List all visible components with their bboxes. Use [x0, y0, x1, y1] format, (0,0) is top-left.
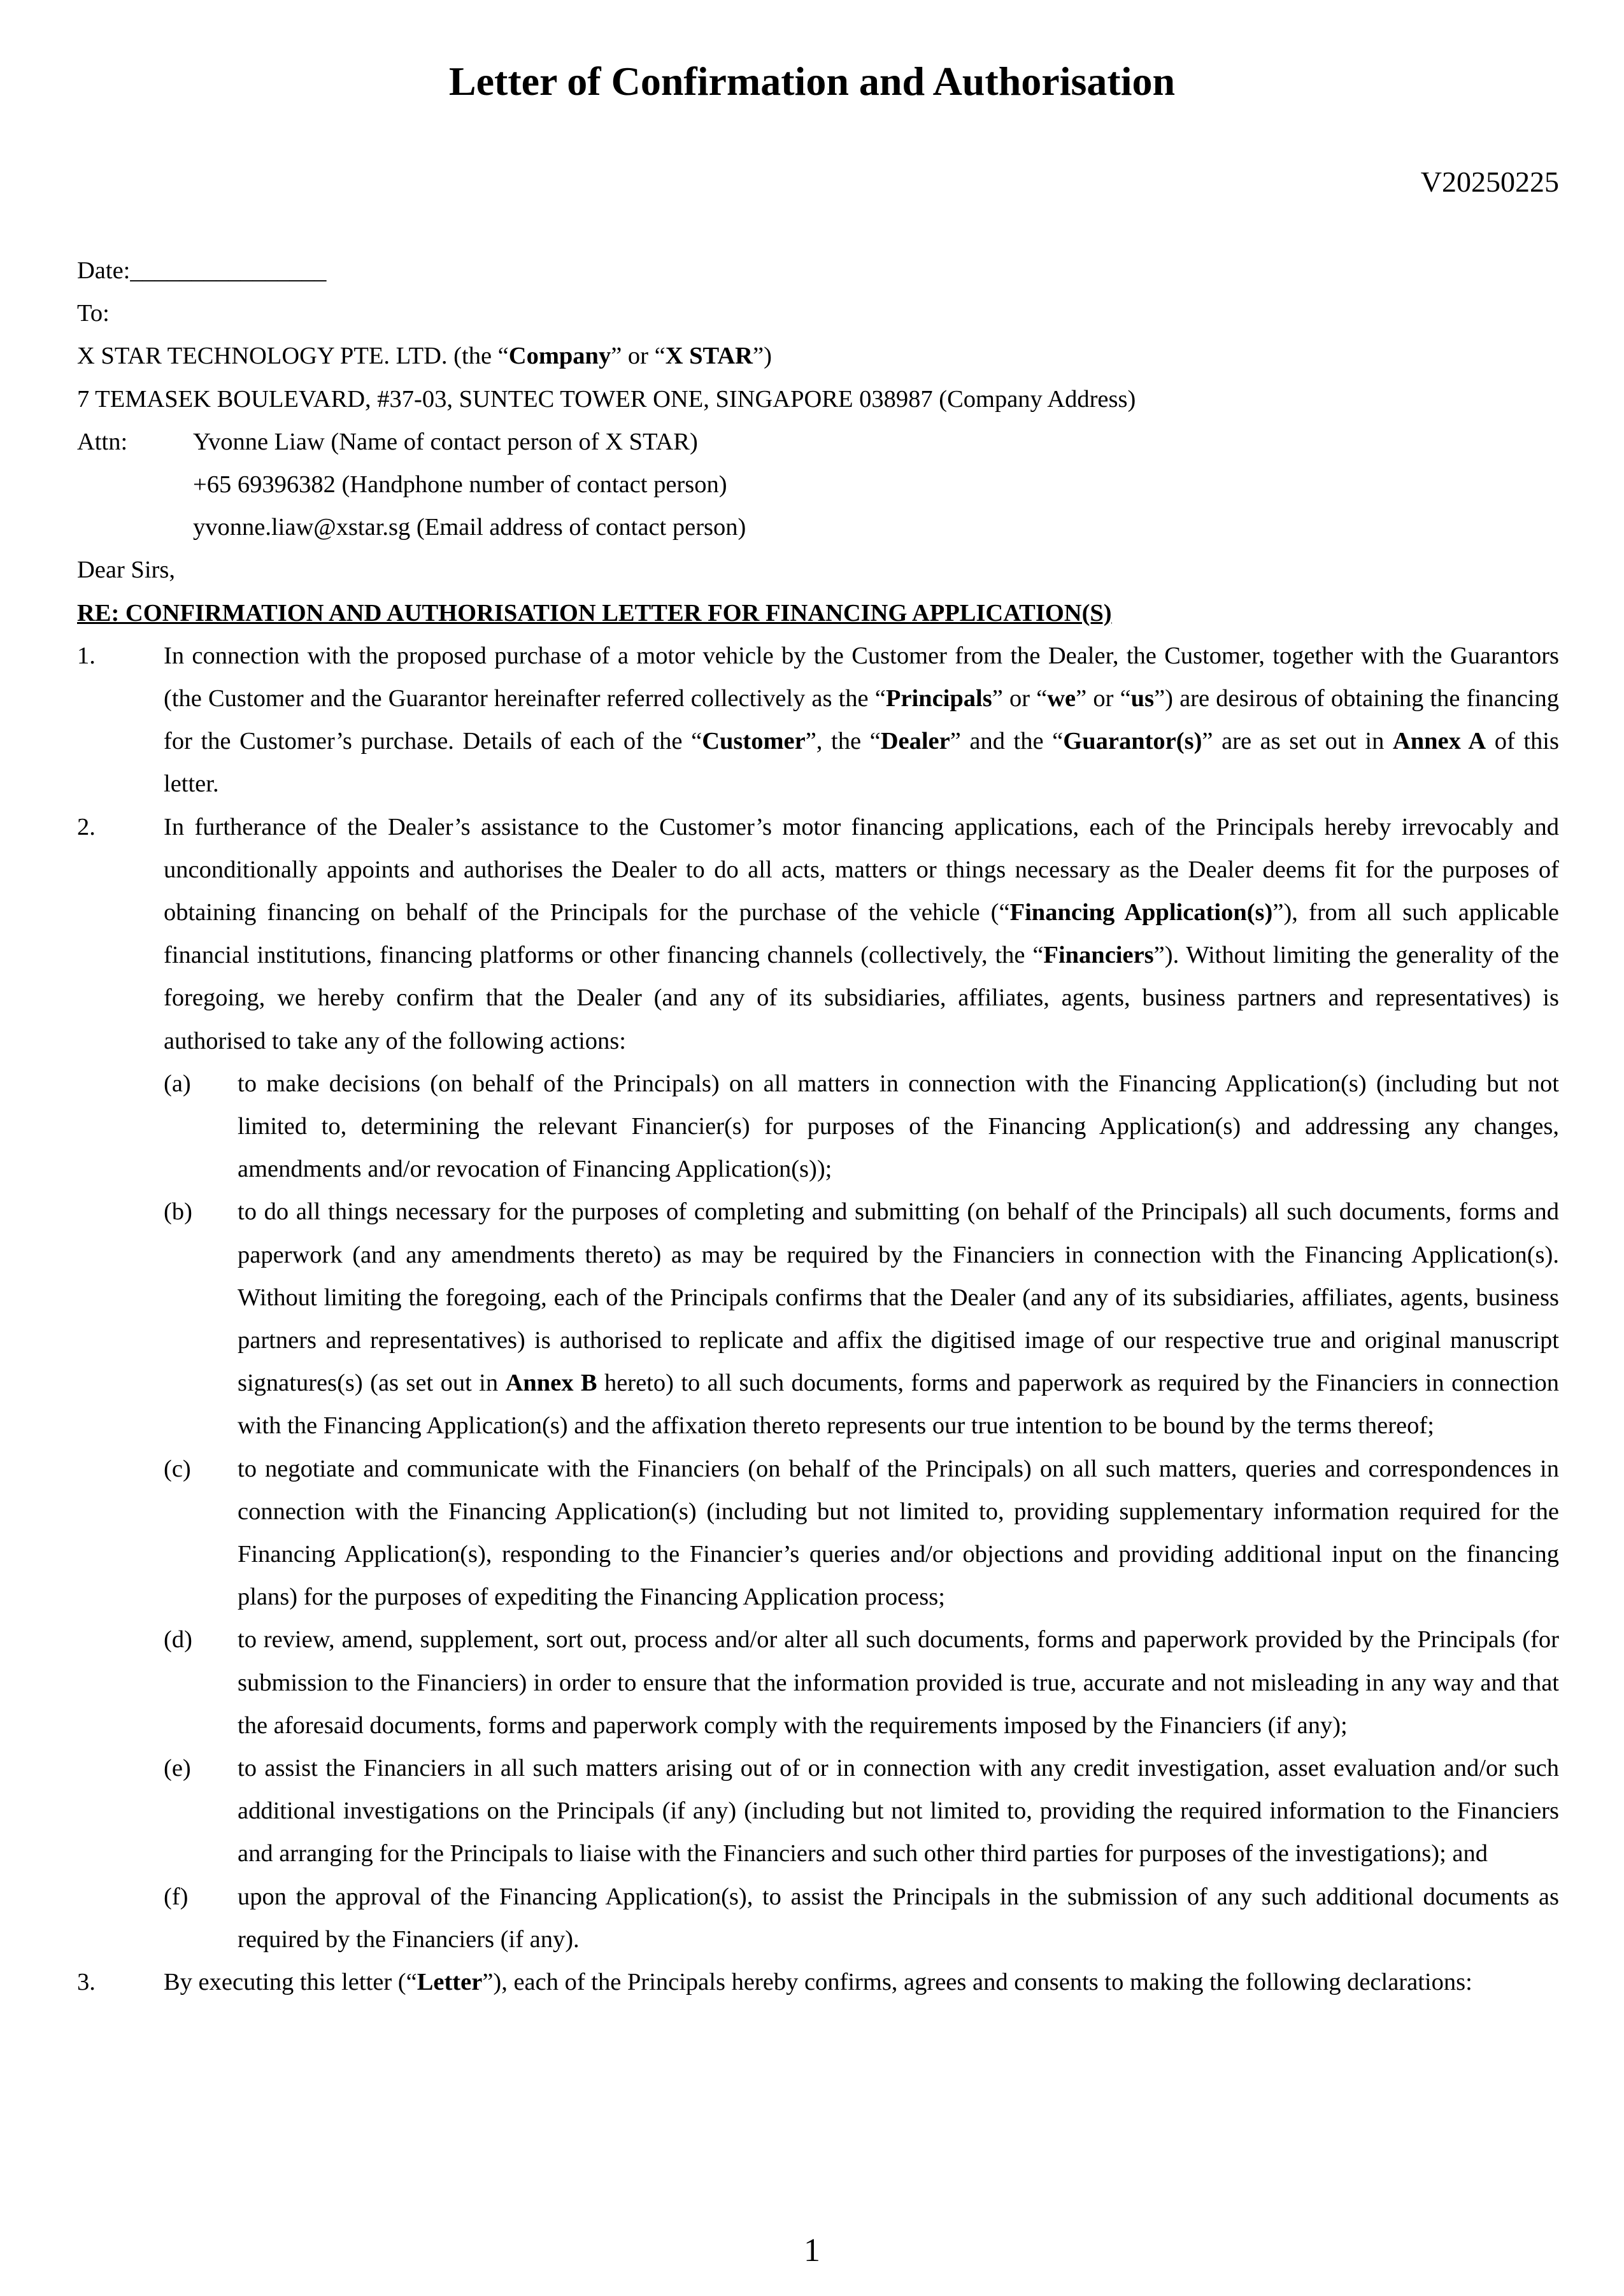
defined-term: Dealer	[880, 728, 950, 755]
paragraph-text: ”) are desirous of obtaining the financing for the Customer’s purchase. Details of each of the “	[164, 684, 1560, 755]
numbered-paragraphs	[77, 635, 1559, 2004]
sub-item-label: (d)	[164, 1626, 192, 1654]
paragraph-text: upon the approval of the Financing Application(s), to assist the Principals in the submission of any such additional documents as required by the Financiers (if any).	[238, 1883, 1559, 1953]
sub-item-a	[77, 1063, 1559, 1191]
paragraph-body	[164, 1961, 1559, 2004]
paragraph-text: ” or “	[992, 684, 1048, 712]
defined-term: Annex B	[505, 1370, 597, 1397]
defined-term: Letter	[417, 1968, 483, 1995]
paragraph-text: ” and the “	[950, 728, 1064, 755]
paragraph-text: ”), from all such applicable financial institutions, financing platforms or other financing channels (collectively, the “	[164, 898, 1559, 969]
sub-item-body	[238, 1747, 1559, 1876]
sub-item-body	[238, 1063, 1559, 1191]
paragraph-number: 2.	[77, 813, 96, 840]
paragraph-text: ”). Without limiting the generality of the foregoing, we hereby confirm that the Dealer (and any of its subsidiaries, affiliates, agents, business partners and representatives) is authorised to take any of the following actions:	[164, 942, 1559, 1054]
paragraph-text: In connection with the proposed purchase of a motor vehicle by the Customer from the Dealer, the Customer, together with the Guarantors (the Customer and the Guarantor hereinafter referred collectively as the “	[164, 642, 1559, 712]
defined-term: we	[1047, 684, 1076, 712]
date-label: Date:	[77, 257, 131, 284]
paragraph-3	[77, 1961, 1559, 2004]
sub-item-label: (b)	[164, 1198, 192, 1226]
paragraph-text: By executing this letter (“	[164, 1968, 417, 1995]
paragraph-text: to review, amend, supplement, sort out, process and/or alter all such documents, forms and paperwork provided by the Principals (for submission to the Financiers) in order to ensure that the information provided is true, accurate and not misleading in any way and that the aforesaid documents, forms and paperwork comply with the requirements imposed by the Financiers (if any);	[238, 1626, 1559, 1739]
paragraph-text: to do all things necessary for the purposes of completing and submitting (on behalf of the Principals) all such documents, forms and paperwork (and any amendments thereto) as may be required by the Financiers in connection with the Financing Application(s). Without limiting the foregoing, each of the Principals confirms that the Dealer (and any of its subsidiaries, affiliates, agents, business partners and representatives) is authorised to replicate and affix the digitised image of our respective true and original manuscript signatures(s) (as set out in	[238, 1198, 1559, 1397]
paragraph-body	[164, 806, 1559, 1063]
paragraph-text: ” or “	[1076, 684, 1131, 712]
sub-item-body	[238, 1619, 1559, 1747]
letter-body	[77, 250, 1559, 2004]
company-name: X STAR TECHNOLOGY PTE. LTD. (the “	[77, 343, 509, 370]
sub-item-e	[77, 1747, 1559, 1876]
paragraph-text: ”, the “	[805, 728, 881, 755]
attn-label: Attn:	[77, 428, 128, 455]
defined-term: Customer	[702, 728, 806, 755]
date-blank-field[interactable]: ________________	[130, 257, 327, 284]
document-title: Letter of Confirmation and Authorisation	[448, 59, 1176, 104]
attn-line	[77, 421, 1559, 464]
paragraph-1	[77, 635, 1559, 806]
defined-term: Principals	[885, 684, 992, 712]
sub-item-body	[238, 1876, 1559, 1961]
page-number: 1	[804, 2232, 820, 2269]
paragraph-text: ” are as set out in	[1202, 728, 1393, 755]
sub-item-label: (e)	[164, 1754, 191, 1782]
paragraph-text: to make decisions (on behalf of the Principals) on all matters in connection with the Financing Application(s) (including but not limited to, determining the relevant Financier(s) for purposes of the Financing Application(s) and addressing any changes, amendments and/or revocation of Financing Application(s));	[238, 1070, 1559, 1183]
defined-term: Guarantor(s)	[1063, 728, 1202, 755]
sub-item-c	[77, 1448, 1559, 1619]
sub-item-f	[77, 1876, 1559, 1961]
attn-name: Yvonne Liaw (Name of contact person of X STAR)	[193, 428, 698, 455]
salutation: Dear Sirs,	[77, 556, 175, 584]
to-label: To:	[77, 300, 110, 327]
sub-item-label: (c)	[164, 1455, 191, 1482]
company-term-sep: ” or “	[611, 343, 666, 370]
paragraph-text: ”), each of the Principals hereby confirms, agrees and consents to making the following declarations:	[482, 1968, 1472, 1995]
version-code: V20250225	[1420, 166, 1559, 198]
re-heading: RE: CONFIRMATION AND AUTHORISATION LETTER FOR FINANCING APPLICATION(S)	[77, 599, 1112, 627]
attn-email: yvonne.liaw@xstar.sg (Email address of contact person)	[193, 514, 746, 541]
company-term-end: ”)	[753, 343, 772, 370]
date-line	[77, 250, 1559, 292]
company-line	[77, 335, 1559, 378]
attn-phone: +65 69396382 (Handphone number of contact person)	[193, 471, 727, 498]
paragraph-text: hereto) to all such documents, forms and paperwork as required by the Financiers in connection with the Financing Application(s) and the affixation thereto represents our true intention to be bound by the terms thereof;	[238, 1370, 1559, 1440]
sub-item-body	[238, 1191, 1559, 1447]
paragraph-number: 1.	[77, 642, 96, 669]
company-term: Company	[508, 343, 611, 370]
paragraph-text: In furtherance of the Dealer’s assistance to the Customer’s motor financing applications, each of the Principals hereby irrevocably and unconditionally appoints and authorises the Dealer to do all acts, matters or things necessary as the Dealer deems fit for the purposes of obtaining financing on behalf of the Principals for the purchase of the vehicle (“	[164, 813, 1559, 926]
company-address: 7 TEMASEK BOULEVARD, #37-03, SUNTEC TOWER ONE, SINGAPORE 038987 (Company Address)	[77, 385, 1136, 413]
defined-term: Financing Application(s)	[1009, 898, 1273, 926]
sub-item-label: (a)	[164, 1070, 191, 1097]
paragraph-text: to negotiate and communicate with the Financiers (on behalf of the Principals) on all such matters, queries and correspondences in connection with the Financing Application(s) (including but not limited to, providing supplementary information required for the Financing Application(s), responding to the Financier’s queries and/or objections and providing additional input on the financing plans) for the purposes of expediting the Financing Application process;	[238, 1455, 1559, 1611]
paragraph-number: 3.	[77, 1968, 96, 1995]
defined-term: Financiers	[1043, 942, 1154, 969]
sub-item-body	[238, 1448, 1559, 1619]
sub-item-b	[77, 1191, 1559, 1447]
defined-term: us	[1130, 684, 1155, 712]
xstar-term: X STAR	[665, 343, 753, 370]
defined-term: Annex A	[1392, 728, 1486, 755]
paragraph-body	[164, 635, 1559, 806]
sub-item-label: (f)	[164, 1883, 189, 1910]
paragraph-text: of this letter.	[164, 728, 1559, 798]
paragraph-2	[77, 806, 1559, 1063]
paragraph-text: to assist the Financiers in all such matters arising out of or in connection with any credit investigation, asset evaluation and/or such additional investigations on the Principals (if any) (including but not limited to, providing the required information to the Financiers and arranging for the Principals to liaise with the Financiers and such other third parties for purposes of the investigations); and	[238, 1754, 1559, 1867]
sub-item-d	[77, 1619, 1559, 1747]
